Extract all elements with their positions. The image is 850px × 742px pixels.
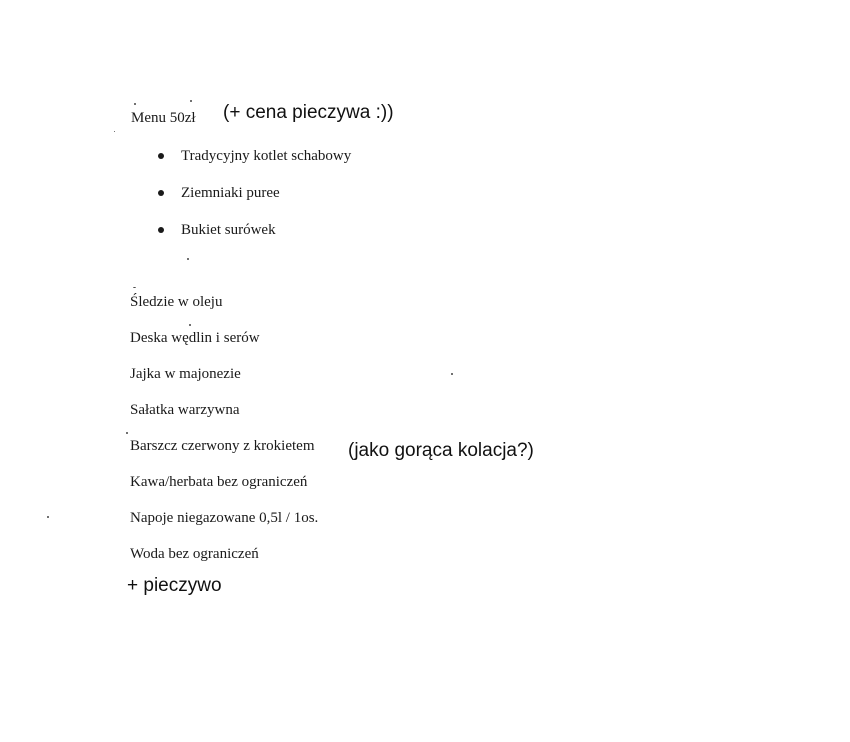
scan-speck (114, 131, 115, 132)
main-item: Bukiet surówek (181, 222, 276, 238)
barszcz-handwritten-note: (jako gorąca kolacja?) (348, 440, 534, 461)
menu-title: Menu 50zł (131, 110, 196, 126)
extra-item: Sałatka warzywna (130, 402, 240, 418)
scan-speck (126, 432, 128, 434)
extra-item: Deska wędlin i serów (130, 330, 260, 346)
bullet-icon (158, 190, 164, 196)
main-item: Ziemniaki puree (181, 185, 280, 201)
scan-speck (190, 100, 192, 102)
main-item: Tradycyjny kotlet schabowy (181, 148, 352, 164)
bread-handwritten-note: + pieczywo (127, 575, 222, 596)
scan-speck (451, 373, 453, 375)
scan-speck (47, 516, 49, 518)
title-handwritten-note: (+ cena pieczywa :)) (223, 102, 394, 123)
scan-speck (187, 258, 189, 260)
extra-item: Kawa/herbata bez ograniczeń (130, 474, 308, 490)
bullet-icon (158, 227, 164, 233)
extra-item: Barszcz czerwony z krokietem (130, 438, 315, 454)
scan-speck (189, 324, 191, 326)
extra-item: Napoje niegazowane 0,5l / 1os. (130, 510, 319, 526)
bullet-icon (158, 153, 164, 159)
extra-item: Jajka w majonezie (130, 366, 241, 382)
extra-item: Śledzie w oleju (130, 294, 223, 310)
scan-speck (134, 103, 136, 105)
extra-item: Woda bez ograniczeń (130, 546, 259, 562)
scan-speck (133, 287, 136, 288)
